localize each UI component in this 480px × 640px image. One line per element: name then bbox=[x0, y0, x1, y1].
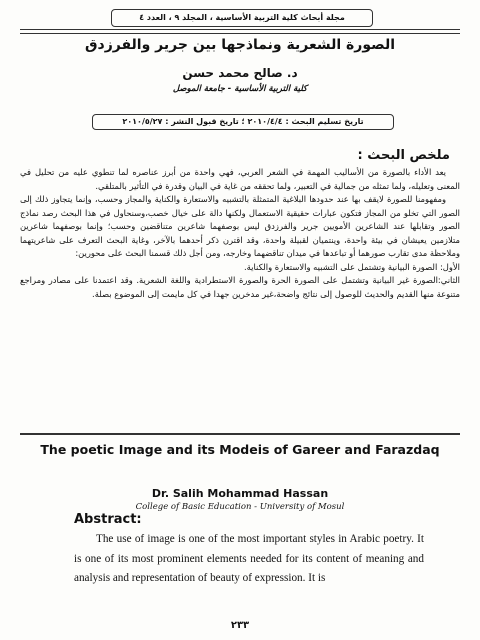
arabic-title: الصورة الشعرية ونماذجها بين جرير والفرزدق bbox=[85, 37, 395, 53]
arabic-affiliation: كلية التربية الأساسية - جامعة الموصل bbox=[172, 84, 308, 94]
arabic-abstract-paragraph: الثاني:الصورة غير البيانية وتشتمل على الصورة الحرة والصورة الاستطرادية واللغة الشعرية. وقد اعتمدنا على مصادر ومراجع متنوعة منها القديم والحديث للوصول إلى نتائج واضحة،غير مدخرين جهدا في كل مايمت إلى الموضوع بصلة. bbox=[20, 275, 460, 299]
arabic-abstract-paragraph: ومفهومنا للصورة لايقف بها عند حدودها البلاغية المتمثلة بالتشبيه والاستعارة والكناية والمجاز وحسب، وإنما يتجاوز ذلك إلى الصور التي تخلو من المجاز فتكون عبارات حقيقية الاستعمال ولكنها دالة على خيال خصب،وسنحاول في هذا البحث رصد نماذج الصور وتقابلها عند الشاعرين الأمويين جرير والفرزدق ليس بوصفهما شاعرين متناقضين وحسب؛ وإنما بوصفهما شاعرين متلازمين يعيشان في بيئة واحدة، وينتميان لقبيلة واحدة، وقد اقترن ذكر أحدهما بالآخر، وغاية البحث التعرف على شاعريتهما وملاحظة مدى تقارب صورهما أو تباعدها في ميدان تناقضهما وخارجه، ومن أجل ذلك قسمنا البحث على محورين: bbox=[20, 194, 460, 258]
arabic-author: د. صالح محمد حسن bbox=[182, 66, 298, 80]
section-divider bbox=[20, 433, 460, 435]
arabic-abstract-heading: ملخص البحث : bbox=[357, 148, 450, 163]
submission-dates: تاريخ تسليم البحث : ٢٠١٠/٤/٤ ؛ تاريخ قبول النشر : ٢٠١٠/٥/٢٧ bbox=[92, 114, 394, 130]
page-number: ٢٣٣ bbox=[230, 620, 250, 631]
journal-header: مجلة أبحاث كلية التربية الأساسية ، المجلد ٩ ، العدد ٤ bbox=[111, 9, 373, 27]
english-abstract-heading: Abstract: bbox=[74, 512, 142, 527]
header-rule bbox=[20, 29, 460, 34]
english-affiliation: College of Basic Education - University of Mosul bbox=[135, 502, 345, 512]
arabic-abstract bbox=[20, 166, 460, 301]
english-abstract: The use of image is one of the most important styles in Arabic poetry. It is one of its most prominent elements needed for its content of meaning and analysis and representation of beauty of expression. It is bbox=[74, 533, 424, 584]
english-author: Dr. Salih Mohammad Hassan bbox=[151, 487, 329, 500]
arabic-abstract-paragraph: الأول: الصورة البيانية وتشتمل على التشبيه والاستعارة والكناية. bbox=[244, 261, 460, 272]
english-title: The poetic Image and its Modeis of Gareer and Farazdaq bbox=[40, 442, 440, 457]
arabic-abstract-paragraph: يعد الأداء بالصورة من الأساليب المهمة في الشعر العربي، فهي واحدة من أبرز عناصره لما تنطوي عليه من تحليل في المعنى وتعليله، ولما تمثله من جمالية في التعبير، ولما تحققه من غاية في البيان وقدرة في التأثير بالمتلقي. bbox=[20, 167, 460, 191]
